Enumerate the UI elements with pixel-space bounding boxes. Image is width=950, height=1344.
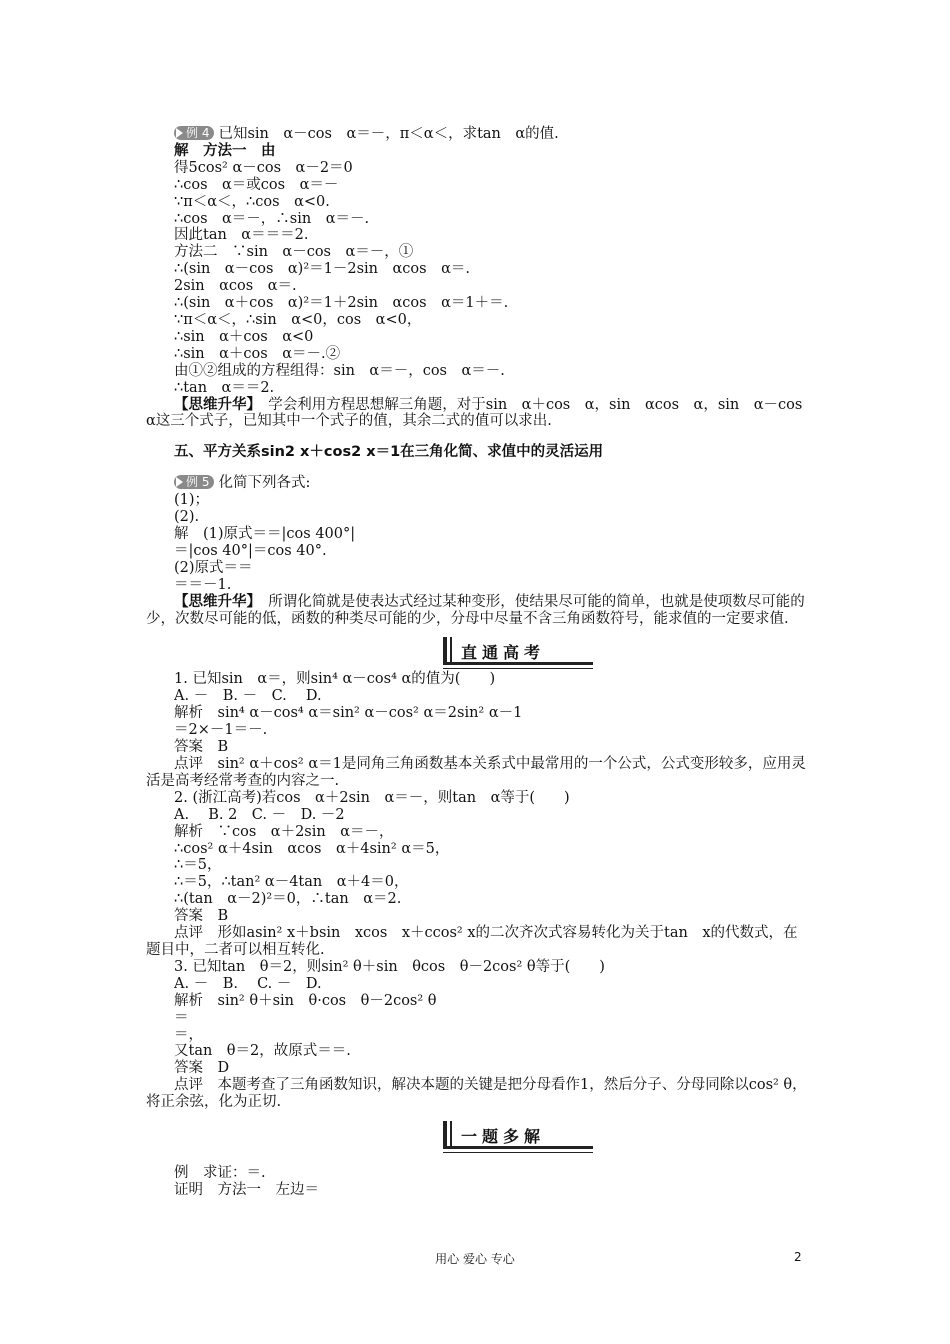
page-footer: 用心 爱心 专心	[435, 1252, 515, 1266]
problem-line: 1. 已知sin α＝，则sin⁴ α－cos⁴ α的值为( )	[174, 671, 496, 688]
problem-line: 解析 sin² θ＋sin θ·cos θ－2cos² θ	[174, 992, 437, 1009]
problem-line: 点评 sin² α＋cos² α＝1是同角三角函数基本关系式中最常用的一个公式，公式变形较多，应用灵活是高考经常考查的内容之一.	[146, 756, 806, 789]
ex4-line-15: ∴tan α＝＝2.	[174, 379, 275, 396]
play-icon	[176, 128, 183, 138]
problem-line: 解析 ∵cos α＋2sin α＝－，	[174, 823, 394, 840]
problem-line: A. B. 2 C. － D. －2	[174, 806, 345, 823]
ex4-line-0: 例 4 已知sin α－cos α＝－，π＜α＜，求tan α的值.	[146, 126, 810, 143]
play-icon	[176, 477, 183, 487]
problem-line: ∴(tan α－2)²＝0，∴tan α＝2.	[174, 891, 402, 908]
banner-bar	[450, 1121, 452, 1149]
ex4-line-9: 2sin αcos α＝.	[174, 278, 297, 295]
proof-line-1: 例 求证：＝.	[174, 1165, 266, 1182]
ex4-line-1: 解 方法一 由	[174, 142, 276, 159]
banner-underline	[443, 1152, 593, 1153]
problem-line: 2. (浙江高考)若cos α＋2sin α＝－，则tan α等于( )	[174, 789, 570, 806]
problem-line: A. － B. － C. D.	[174, 688, 322, 705]
ex4-line-5: ∴cos α＝－，∴sin α＝－.	[174, 210, 370, 227]
ex4-line-3: ∴cos α＝或cos α＝－	[174, 176, 339, 193]
problem-line: 答案 D	[174, 1060, 230, 1077]
ex5-line-5: (2)原式＝＝	[174, 559, 253, 576]
problem-line: 答案 B	[174, 739, 229, 756]
problem-line: ＝2×－1＝－.	[174, 722, 268, 739]
banner-underline	[443, 668, 593, 669]
problem-line: A. － B. C. － D.	[174, 975, 322, 992]
problem-line: ∴＝5，	[174, 857, 222, 874]
problem-line: 答案 B	[174, 908, 229, 925]
ex4-line-8: ∴(sin α－cos α)²＝1－2sin αcos α＝.	[174, 261, 470, 278]
ex4-line-4: ∵π＜α＜，∴cos α<0.	[174, 193, 330, 210]
banner-underline	[443, 662, 593, 665]
page-number: 2	[794, 1250, 802, 1264]
ex4-line-12: ∴sin α＋cos α<0	[174, 328, 314, 345]
banner-bar	[443, 637, 447, 665]
problem-line: 点评 形如asin² x＋bsin xcos x＋ccos² x的二次齐次式容易转化为关于tan x的代数式，在题目中，二者可以相互转化.	[146, 925, 798, 958]
ex4-line-10: ∴(sin α＋cos α)²＝1＋2sin αcos α＝1＋＝.	[174, 295, 509, 312]
ex5-line-1: (1)；	[174, 492, 210, 509]
problem-line: ＝，	[174, 1026, 203, 1043]
example-badge: 例 5	[174, 475, 214, 489]
ex4-line-11: ∵π＜α＜，∴sin α<0，cos α<0，	[174, 311, 422, 328]
section-banner-multi-solution	[443, 1121, 593, 1149]
ex5-line-3: 解 (1)原式＝＝|cos 400°|	[174, 526, 356, 543]
problem-line: 又tan θ＝2，故原式＝＝.	[174, 1043, 351, 1060]
banner-title: 一题多解	[461, 1127, 546, 1147]
banner-bar	[450, 637, 452, 665]
section-5-heading: 五、平方关系sin2 x＋cos2 x＝1在三角化简、求值中的灵活运用	[174, 444, 604, 461]
ex4-line-13: ∴sin α＋cos α＝－.②	[174, 345, 341, 362]
problem-line: ∴＝5，∴tan² α－4tan α＋4＝0，	[174, 874, 409, 891]
ex5-line-6: ＝＝－1.	[174, 576, 232, 593]
example-badge: 例 4	[174, 126, 214, 140]
section-banner-gaokao	[443, 637, 593, 665]
proof-line-2: 证明 方法一 左边＝	[174, 1181, 319, 1198]
banner-bar	[443, 1121, 447, 1149]
ex4-summary: 【思维升华】 学会利用方程思想解三角题，对于sin α＋cos α，sin αcos α，sin α－cos α这三个式子，已知其中一个式子的值，其余二式的值可以求出.	[146, 396, 817, 430]
ex5-summary: 【思维升华】 所谓化简就是使表达式经过某种变形，使结果尽可能的简单，也就是使项数尽可能的少，次数尽可能的低，函数的种类尽可能的少，分母中尽量不含三角函数符号，能求值的一定要求值.	[146, 593, 805, 627]
ex5-line-2: (2).	[174, 509, 200, 526]
ex4-line-2: 得5cos² α－cos α－2＝0	[174, 159, 353, 176]
problem-line: 点评 本题考查了三角函数知识，解决本题的关键是把分母看作1，然后分子、分母同除以cos² θ，将正余弦，化为正切.	[146, 1077, 807, 1111]
banner-underline	[443, 1146, 593, 1149]
problem-line: 解析 sin⁴ α－cos⁴ α＝sin² α－cos² α＝2sin² α－1	[174, 705, 523, 722]
ex4-line-14: 由①②组成的方程组得：sin α＝－，cos α＝－.	[174, 362, 505, 379]
ex5-line-0: 例 5 化简下列各式:	[146, 475, 810, 492]
ex5-line-4: ＝|cos 40°|＝cos 40°.	[174, 542, 327, 559]
document-page	[146, 126, 817, 1199]
problem-line: ＝	[174, 1009, 189, 1026]
ex4-line-6: 因此tan α＝＝＝2.	[174, 227, 309, 244]
banner-title: 直通高考	[461, 643, 546, 663]
problem-line: ∴cos² α＋4sin αcos α＋4sin² α＝5，	[174, 840, 450, 857]
problem-line: 3. 已知tan θ＝2，则sin² θ＋sin θcos θ－2cos² θ等于( )	[174, 958, 605, 975]
ex4-line-7: 方法二 ∵sin α－cos α＝－，①	[174, 244, 414, 261]
